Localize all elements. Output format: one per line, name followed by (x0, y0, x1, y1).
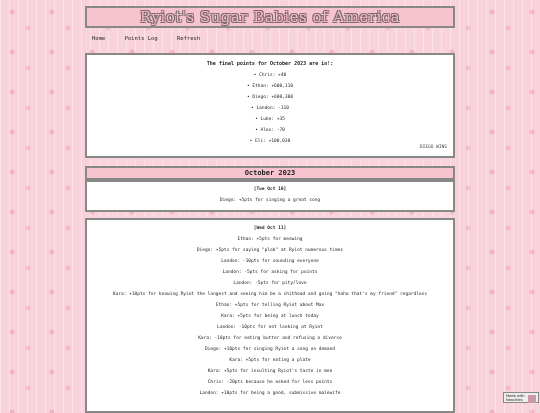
summary-headline: The final points for October 2023 are in!: (206, 61, 334, 67)
log-entry: Landon: -5pts for asking for points (222, 270, 318, 275)
nav-points-log-link[interactable]: Points Log (124, 36, 158, 42)
summary-entry: • Ethan: +600,110 (246, 84, 294, 89)
log-entry: Chris: -20pts because he asked for less points (207, 380, 333, 385)
log-entry: Ethan: +5pts for telling Ryiot about Max (215, 303, 325, 308)
log-entry: Diego: +10pts for singing Ryiot a song on demand (204, 347, 336, 352)
summary-entry: • Diego: +600,300 (246, 95, 294, 100)
site-title: Ryiot's Sugar Babies of America (139, 8, 401, 26)
log-entry: Landon: -5pts for pity/love (233, 281, 307, 286)
nav-home-link[interactable]: Home (92, 36, 106, 42)
summary-entry: • Landon: -110 (251, 106, 289, 111)
log-entry: Landon: -10pts for sounding everyone (221, 259, 319, 264)
log-entry: Kara: +5pts for being at lunch today (221, 314, 319, 319)
nav-bar (92, 36, 216, 46)
summary-entry: • Chris: +40 (253, 73, 287, 78)
made-with-neocities-badge[interactable] (503, 392, 539, 403)
log-entry: Kara: +5pts for insulting Ryiot's taste in men (207, 369, 333, 374)
day-date: [Tue Oct 10] (253, 187, 287, 192)
log-entry: Landon: -10pts for not looking at Ryiot (217, 325, 323, 330)
summary-panel (85, 53, 455, 158)
log-entry: Kara: +10pts for knowing Ryiot the longest and seeing him be a shithead and going "haha that's my friend" regardless (112, 292, 428, 297)
summary-entry: • Eli: +100,030 (249, 139, 291, 144)
day-panel (85, 218, 455, 413)
log-entry: Kara: -10pts for eating butter and refusing a divorce (198, 336, 342, 341)
badge-line-2: Neocities (506, 398, 523, 402)
log-entry: Kara: +5pts for eating a plate (229, 358, 311, 363)
nav-refresh-link[interactable]: Refresh (177, 36, 201, 42)
log-entry: Landon: +10pts for being a good, submissive malewife (199, 391, 341, 396)
badge-line-1: Made with (506, 394, 525, 398)
summary-signature: DIEGO WINS (419, 145, 447, 150)
log-entry: Diego: +5pts for singing a great song (219, 198, 321, 203)
neocities-logo-icon (528, 395, 536, 403)
site-header (85, 6, 455, 28)
summary-entry: • Alex: -70 (255, 128, 285, 133)
day-panel (85, 180, 455, 212)
log-entry: Ethan: +5pts for meowing (237, 237, 303, 242)
day-date: [Wed Oct 11] (253, 226, 287, 231)
month-heading: October 2023 (85, 166, 455, 180)
log-entry: Diego: +5pts for saying "plob" at Ryiot numerous times (196, 248, 344, 253)
summary-entry: • Luke: +35 (255, 117, 285, 122)
